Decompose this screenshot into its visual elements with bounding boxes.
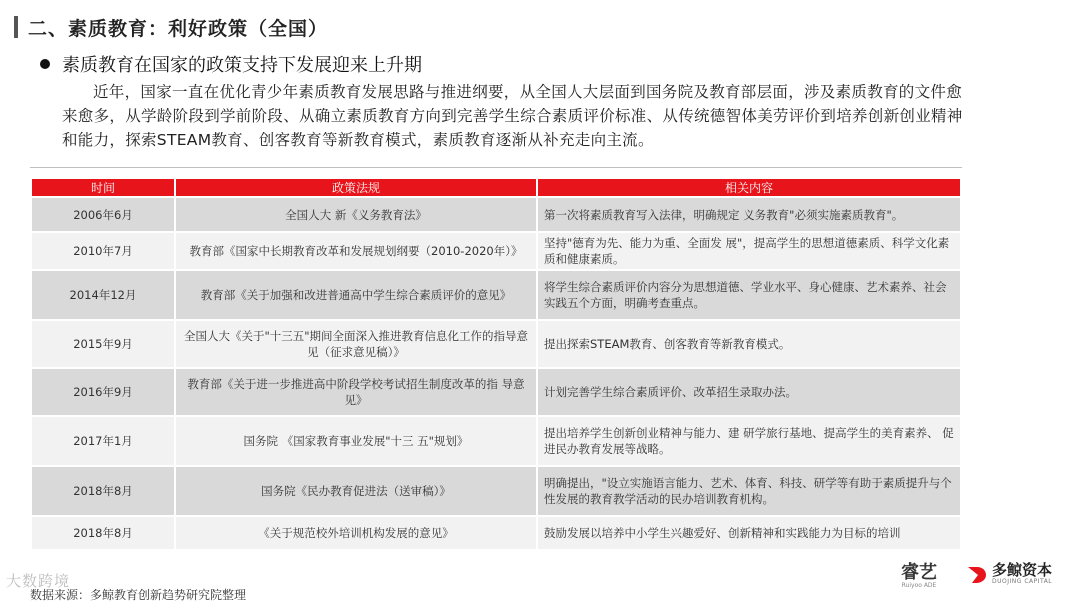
row-date: 2010年7月: [32, 233, 174, 269]
watermark: 大数跨境: [6, 572, 71, 590]
row-content: 提出培养学生创新创业精神与能力、建 研学旅行基地、提高学生的美育素养、 促进民办教育发展等战略。: [538, 417, 960, 465]
policy-table: [30, 177, 962, 551]
table-row: [32, 321, 960, 367]
duojing-logo: [966, 562, 1052, 586]
row-date: 2006年6月: [32, 198, 174, 231]
row-content: 将学生综合素质评价内容分为思想道德、学业水平、身心健康、艺术素养、社会 实践五个方面，明确考查重点。: [538, 271, 960, 319]
subtitle: 素质教育在国家的政策支持下发展迎来上升期: [62, 55, 422, 76]
whale-logo-icon: [966, 563, 988, 585]
row-policy: 教育部《关于进一步推进高中阶段学校考试招生制度改革的指 导意见》: [176, 369, 536, 415]
header-date: 时间: [32, 179, 174, 196]
row-policy: 国务院《民办教育促进法（送审稿）》: [176, 467, 536, 515]
row-date: 2018年8月: [32, 517, 174, 549]
header-content: 相关内容: [538, 179, 960, 196]
row-date: 2018年8月: [32, 467, 174, 515]
brand-name: 多鲸资本: [992, 561, 1053, 579]
page-title: 二、素质教育：利好政策（全国）: [28, 17, 329, 40]
header-policy: 政策法规: [176, 179, 536, 196]
brand-text: [992, 562, 1052, 586]
row-policy: 全国人大 新《义务教育法》: [176, 198, 536, 231]
row-content: 坚持"德育为先、能力为重、全面发 展"，提高学生的思想道德素质、科学文化素质和健康素质。: [538, 233, 960, 269]
row-content: 提出探索STEAM教育、创客教育等新教育模式。: [538, 321, 960, 367]
table-header-row: [32, 179, 960, 196]
row-content: 明确提出，"设立实施语言能力、艺术、体育、科技、研学等有助于素质提升与个性发展的教育教学活动的民办培训教育机构。: [538, 467, 960, 515]
row-date: 2014年12月: [32, 271, 174, 319]
row-content: 第一次将素质教育写入法律，明确规定 义务教育"必须实施素质教育"。: [538, 198, 960, 231]
seal-subtext: Ruiyoo ADE: [901, 582, 937, 589]
bullet-icon: [40, 59, 50, 69]
row-policy: 《关于规范校外培训机构发展的意见》: [176, 517, 536, 549]
subtitle-row: [40, 51, 422, 77]
row-policy: 教育部《关于加强和改进普通高中学生综合素质评价的意见》: [176, 271, 536, 319]
row-policy: 教育部《国家中长期教育改革和发展规划纲要（2010-2020年）》: [176, 233, 536, 269]
ruiyi-logo: [898, 560, 940, 594]
row-date: 2017年1月: [32, 417, 174, 465]
row-policy: 国务院 《国家教育事业发展"十三 五"规划》: [176, 417, 536, 465]
title-bar: [14, 14, 328, 40]
table-row: [32, 271, 960, 319]
row-policy: 全国人大《关于"十三五"期间全面深入推进教育信息化工作的指导意见（征求意见稿）》: [176, 321, 536, 367]
title-marker: [14, 16, 18, 38]
table-row: [32, 233, 960, 269]
table-row: [32, 467, 960, 515]
table-row: [32, 517, 960, 549]
row-content: 计划完善学生综合素质评价、改革招生录取办法。: [538, 369, 960, 415]
table-row: [32, 198, 960, 231]
table-row: [32, 417, 960, 465]
row-date: 2015年9月: [32, 321, 174, 367]
row-date: 2016年9月: [32, 369, 174, 415]
row-content: 鼓励发展以培养中小学生兴趣爱好、创新精神和实践能力为目标的培训: [538, 517, 960, 549]
divider: [30, 167, 962, 168]
intro-paragraph: 近年，国家一直在优化青少年素质教育发展思路与推进纲要，从全国人大层面到国务院及教育部层面，涉及素质教育的文件愈来愈多，从学龄阶段到学前阶段、从确立素质教育方向到完善学生综合素质评价标准、从传统德智体美劳评价到培养创新创业精神和能力，探索STEAM教育、创客教育等新教育模式，素质教育逐渐从补充走向主流。: [62, 83, 963, 149]
table-row: [32, 369, 960, 415]
seal-text: 睿艺: [901, 562, 937, 583]
brand-name-en: DUOJING CAPITAL: [992, 578, 1053, 585]
source-footer: 数据来源：多鲸教育创新趋势研究院整理: [30, 588, 247, 602]
